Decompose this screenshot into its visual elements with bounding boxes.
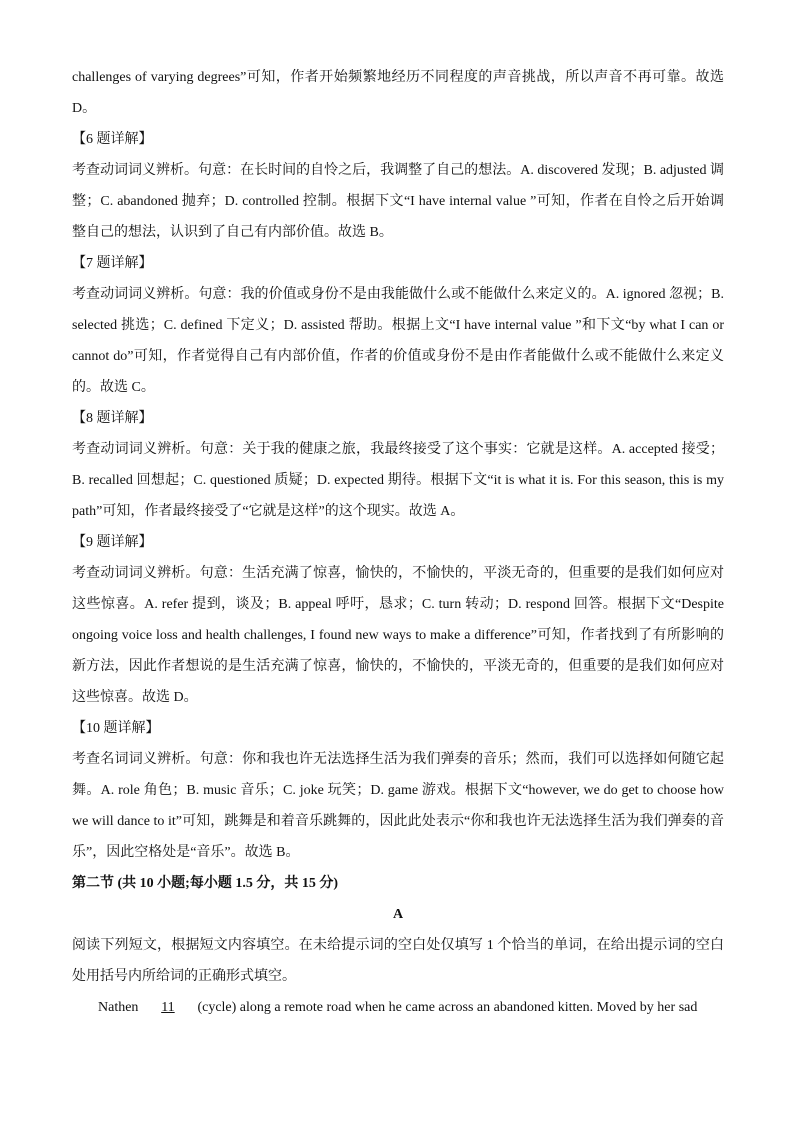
q7-explanation: 考查动词词义辨析。句意：我的价值或身份不是由我能做什么或不能做什么来定义的。A. ignored 忽视；B. selected 挑选；C. defined 下定义；D. assisted 帮助。根据上文“I have internal value ”和下文“by what I can or cannot do”可知，作者觉得自己有内部价值，作者的价值或身份不是由作者能做什么或不能做什么来定义的。故选 C。: [72, 287, 724, 395]
q9-heading: 【9 题详解】: [72, 535, 153, 550]
passage-after: (cycle) along a remote road when he came across an abandoned kitten. Moved by her sad: [193, 1000, 698, 1015]
passage-first-line: [72, 992, 724, 1023]
q7-heading: 【7 题详解】: [72, 256, 153, 271]
q10-explanation: 考查名词词义辨析。句意：你和我也许无法选择生活为我们弹奏的音乐；然而，我们可以选择如何随它起舞。A. role 角色；B. music 音乐；C. joke 玩笑；D. game 游戏。根据下文“however, we do get to choose how we will dance to it”可知，跳舞是和着音乐跳舞的，因此此处表示“你和我也许无法选择生活为我们弹奏的音乐”，因此空格处是“音乐”。故选 B。: [72, 752, 724, 860]
document-body: [72, 62, 724, 992]
q8-explanation: 考查动词词义辨析。句意：关于我的健康之旅，我最终接受了这个事实：它就是这样。A. accepted 接受；B. recalled 回想起；C. questioned 质疑；D. expected 期待。根据下文“it is what it is. For this season, this is my path”可知，作者最终接受了“它就是这样”的这个现实。故选 A。: [72, 442, 724, 519]
blank-11[interactable]: 11: [161, 1000, 175, 1015]
q9-explanation: 考查动词词义辨析。句意：生活充满了惊喜，愉快的，不愉快的，平淡无奇的，但重要的是我们如何应对这些惊喜。A. refer 提到，谈及；B. appeal 呼吁，恳求；C. turn 转动；D. respond 回答。根据下文“Despite ongoing voice loss and health challenges, I found new ways to make a difference”可知，作者找到了有所影响的新方法，因此作者想说的是生活充满了惊喜，愉快的，不愉快的，平淡无奇的，但重要的是我们如何应对这些惊喜。故选 D。: [72, 566, 724, 705]
q10-heading: 【10 题详解】: [72, 721, 160, 736]
q5-explanation-tail: challenges of varying degrees”可知，作者开始频繁地经历不同程度的声音挑战，所以声音不再可靠。故选D。: [72, 70, 724, 116]
instructions: 阅读下列短文，根据短文内容填空。在未给提示词的空白处仅填写 1 个恰当的单词，在给出提示词的空白处用括号内所给词的正确形式填空。: [72, 938, 724, 984]
q8-heading: 【8 题详解】: [72, 411, 153, 426]
document-page: [72, 62, 724, 1023]
q6-explanation: 考查动词词义辨析。句意：在长时间的自怜之后，我调整了自己的想法。A. discovered 发现；B. adjusted 调整；C. abandoned 抛弃；D. controlled 控制。根据下文“I have internal value ”可知，作者在自怜之后开始调整自己的想法，认识到了自己有内部价值。故选 B。: [72, 163, 724, 240]
passage-before: Nathen: [98, 1000, 142, 1015]
q6-heading: 【6 题详解】: [72, 132, 153, 147]
section-2-title: 第二节 (共 10 小题;每小题 1.5 分，共 15 分): [72, 876, 338, 891]
passage-a-label: A: [392, 907, 404, 922]
